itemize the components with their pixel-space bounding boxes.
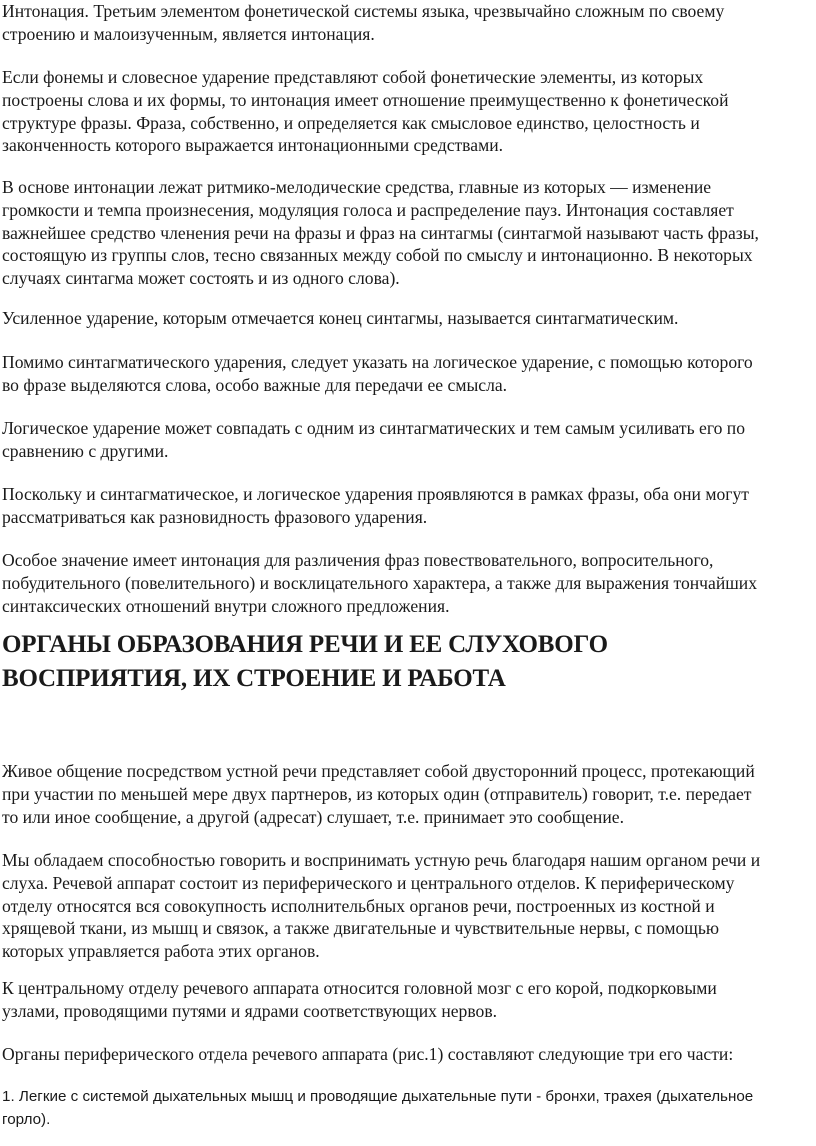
paragraph-peripheral-parts	[2, 1043, 812, 1066]
text-line: Логическое ударение может совпадать с одним из синтагматических и тем самым усиливать его по	[2, 418, 746, 438]
paragraph-intonation-intro	[2, 0, 812, 46]
text-line: побудительного (повелительного) и восклицательного характера, а также для выражения тончайших	[2, 572, 758, 593]
paragraph-syntagmatic-stress	[2, 307, 812, 330]
list-item-lungs	[2, 1086, 812, 1131]
text-line: узлами, проводящими путями и ядрами соответствующих нервов.	[2, 1000, 498, 1021]
text-line: отделу относятся вся совокупность исполнительбных органов речи, построенных из костной и	[2, 895, 715, 916]
text-line: Помимо синтагматического ударения, следует указать на логическое ударение, с помощью которого	[2, 352, 753, 372]
text-line: Поскольку и синтагматическое, и логическое ударения проявляются в рамках фразы, оба они могут	[2, 484, 749, 504]
text-line: строению и малоизученным, является интонация.	[2, 23, 375, 44]
text-line: при участии по меньшей мере двух партнеров, из которых один (отправитель) говорит, т.е. передает	[2, 783, 752, 804]
text-line: структуре фразы. Фраза, собственно, и определяется как смысловое единство, целостность и	[2, 112, 700, 133]
text-line: построены слова и их формы, то интонация имеет отношение преимущественно к фонетической	[2, 89, 729, 110]
heading-line: ОРГАНЫ ОБРАЗОВАНИЯ РЕЧИ И ЕЕ СЛУХОВОГО	[2, 631, 608, 658]
paragraph-logical-stress	[2, 351, 812, 397]
text-line: хрящевой ткани, из мышц и связок, а также двигательные и чувствительные нервы, с помощью	[2, 918, 719, 939]
text-line: Органы периферического отдела речевого аппарата (рис.1) составляют следующие три его части:	[2, 1044, 734, 1064]
text-line: законченность которого выражается интонационными средствами.	[2, 135, 504, 156]
text-line: Мы обладаем способностью говорить и воспринимать устную речь благодаря нашим органом речи и	[2, 850, 761, 870]
text-line: К центральному отделу речевого аппарата относится головной мозг с его корой, подкорковыми	[2, 978, 717, 998]
text-line: случаях синтагма может состоять и из одного слова).	[2, 268, 400, 289]
paragraph-logical-coincide	[2, 417, 812, 463]
paragraph-rhythm-melody	[2, 176, 812, 290]
paragraph-phrase-stress	[2, 483, 812, 529]
text-line: В основе интонации лежат ритмико-мелодические средства, главные из которых — изменение	[2, 177, 712, 197]
text-line: состоящую из группы слов, тесно связанных между собой по смыслу и интонационно. В некоторых	[2, 245, 753, 266]
heading-line: ВОСПРИЯТИЯ, ИХ СТРОЕНИЕ И РАБОТА	[2, 665, 506, 692]
text-line: горло).	[2, 1110, 51, 1128]
text-line: то или иное сообщение, а другой (адресат) слушает, т.е. принимает это сообщение.	[2, 806, 624, 827]
text-line: сравнению с другими.	[2, 440, 169, 461]
text-line: 1. Легкие с системой дыхательных мышц и проводящие дыхательные пути - бронхи, трахея (дыхательное	[2, 1088, 754, 1105]
text-line: во фразе выделяются слова, особо важные для передачи ее смысла.	[2, 374, 508, 395]
text-line: Особое значение имеет интонация для различения фраз повествовательного, вопросительного,	[2, 550, 714, 570]
text-line: Интонация. Третьим элементом фонетической системы языка, чрезвычайно сложным по своему	[2, 1, 725, 21]
text-line: важнейшее средство членения речи на фразы и фраз на синтагмы (синтагмой называют часть фразы,	[2, 222, 759, 243]
text-line: Живое общение посредством устной речи представляет собой двусторонний процесс, протекающий	[2, 761, 755, 781]
text-line: синтаксических отношений внутри сложного предложения.	[2, 595, 450, 616]
section-heading	[2, 628, 812, 696]
text-line: Если фонемы и словесное ударение представляют собой фонетические элементы, из которых	[2, 67, 704, 87]
paragraph-central-department	[2, 977, 812, 1023]
text-line: громкости и темпа произнесения, модуляция голоса и распределение пауз. Интонация составляет	[2, 199, 734, 220]
text-line: которых управляется работа этих органов.	[2, 941, 320, 962]
text-line: рассматриваться как разновидность фразового ударения.	[2, 506, 428, 527]
paragraph-phonemes	[2, 66, 812, 157]
text-line: слуха. Речевой аппарат состоит из периферического и центрального отделов. К периферическому	[2, 872, 735, 893]
paragraph-intonation-meaning	[2, 549, 812, 617]
paragraph-oral-communication	[2, 760, 812, 828]
text-line: Усиленное ударение, которым отмечается конец синтагмы, называется синтагматическим.	[2, 308, 679, 328]
paragraph-speech-apparatus	[2, 849, 812, 963]
